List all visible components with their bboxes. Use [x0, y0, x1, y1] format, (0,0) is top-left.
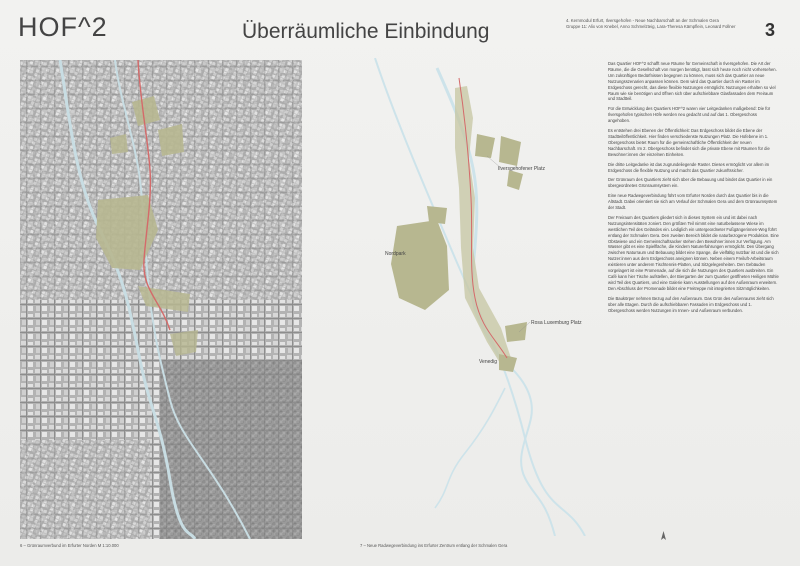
meta-course: 4. Kernmodul Erfurt, Ilversgehofen - Neue Nachbarschaft an der Schmalen Gera [566, 18, 719, 23]
paragraph-7: Der Freiraum des Quartiers gliedert sich in dieses System ein und ist dabei nach Nutzungsintensitäten zoniert. Den größten Teil nimmt eine naturbelassene Wiese im westlichen Teil des Geländes ein. Lediglich ein untergeordneter Fußgängerinnen-Weg führt entlang der Schmalen Gera. Den zweiten Bereich bildet die naturbezogene Produktion. Eine Obstwiese und ein Gemeinschaftsacker stehen den Bewohner:innen zur Verfügung. Am Wasser gibt es eine Spielfläche, die Kindern Naturerfahrungen ermöglicht. Den Übergang zwischen Naturraum und Bebauung bildet eine Spange, die vielfältig nutzbar ist und die sich Nutzer:innen aus dem Erdgeschoss aneignen können. Neben einem Freiluft-Arbeitsraum existieren unter anderem Tischtennis-Platten, und Sitzgelegenheiten. Den Gebäuden vorgelagert ist eine Promenade, auf die sich die Nutzungen des Quartiers ausbreiten. Ein Café kann hier Tische aufstellen, der Biergarten der zum Quartier geöffneten Heiligen Mühle wird Teil des Quartiers, und eine Galerie kann Ausstellungen auf den Außenraum erweitern. Den Abschluss der Promenade bildet eine Freitreppe mit integrierten Sitzmöglichkeiten. [608, 214, 779, 291]
project-meta [566, 18, 746, 30]
north-arrow-icon [661, 531, 666, 540]
caption-aerial-map: 6 – Grünraumverbund im Erfurter Norden M 1:10.000 [20, 543, 119, 548]
paragraph-3: Es entstehen drei Ebenen der Öffentlichkeit: Das Erdgeschoss bildet die Ebene der Stadtteilöffentlichkeit. Hier finden verschiedenste Nutzungen Platz. Die Hofebene im 1. Obergeschoss bietet Raum für die gemeinschaftliche Öffentlichkeit der neuen Nachbarschaft. Im 2. Obergeschoss befindet sich die private Ebene mit Räumen für die Bewohner:innen der einzelnen Einheiten. [608, 128, 770, 157]
caption-schematic-map: 7 – Neue Radwegeverbindung ins Erfurter Zentrum entlang der Schmalen Gera [360, 543, 508, 548]
label-rosa-luxemburg-platz: Rosa Luxemburg Platz [531, 320, 582, 326]
aerial-map-graphic [20, 60, 302, 539]
paragraph-8: Die Baukörper nehmen Bezug auf den Außenraum. Das Grün des Außenraums zieht sich über alle Etagen. Durch die aufschiebbaren Fassaden im Erdgeschoss und 1. Obergeschoss werden Nutzungen im Innen- und Außenraum verbunden. [608, 295, 774, 313]
body-text [608, 61, 780, 317]
project-logo: HOF^2 [18, 12, 108, 42]
schematic-map-graphic [355, 58, 593, 536]
paragraph-6: Eine neue Radwegeverbindung führt vom Erfurter Norden durch das Quartier bis in die Altstadt. Dabei orientiert sie sich am Verlauf der Schmalen Gera und dem Grünraumsystem der Stadt. [608, 193, 778, 211]
label-venedig: Venedig [479, 359, 498, 365]
label-ilversgehofener-platz: Ilversgehofener Platz [498, 166, 545, 172]
page-title: Überräumliche Einbindung [242, 20, 490, 43]
meta-group: Gruppe 11: Alix von Knebel, Anno Schmelzteig, Lara-Theresa Kämpflein, Leonard Follner [566, 24, 736, 29]
paragraph-4: Die dritte Leitgedanke ist das zugrundeliegende Raster. Dieses ermöglicht vor allem im Erdgeschoss die flexible Nutzung und macht das Quartier zukunftssicher. [608, 161, 770, 173]
page-number: 3 [765, 20, 776, 40]
paragraph-5: Der Grünraum des Quartiers zieht sich über die Bebauung und bindet das Quartier in ein übergeordnetes Grünraumsystem ein. [608, 177, 773, 189]
paragraph-2: Für die Entwicklung des Quartiers HOF^2 waren vier Leitgedanken maßgebend: Die für Ilversgehofen typischen Höfe werden neu gedacht und auf das 1. Obergeschoss angehoben. [608, 106, 771, 124]
paragraph-1: Das Quartier HOF^2 schafft neue Räume für Gemeinschaft in Ilversgehofen. Die Art der Räume, die die Gesellschaft von morgen benötigt, lässt sich heute noch nicht vorhersehen. Um zukünftigen Bedürfnissen begegnen zu können, muss sich das Quartier an neue Nutzungsszenarien anpassen können. Dem wird das Quartier durch ein Raster im Erdgeschoss gerecht, das diese flexible Nutzungen ermöglicht. Nutzungen erhalten so viel Raum wie sie benötigen und öffnen sich über aufschiebbare Glasfassaden dem Freiraum und Stadtteil. [608, 61, 777, 102]
label-nordpark: Nordpark [385, 251, 406, 257]
schematic-map [355, 58, 593, 536]
aerial-map [20, 60, 302, 539]
